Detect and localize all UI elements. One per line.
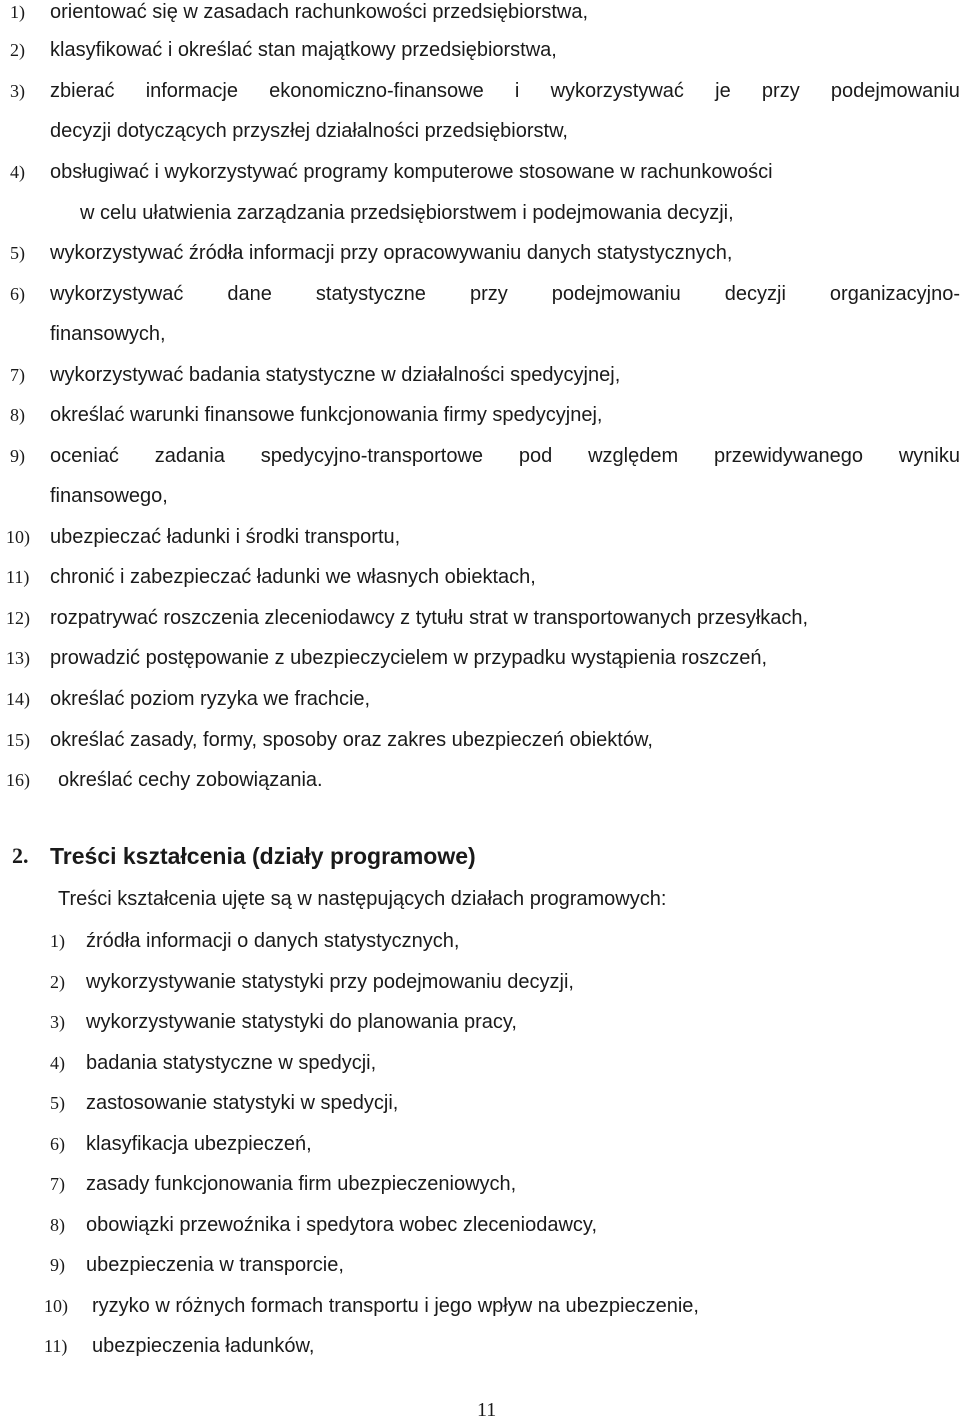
list-item-text: zasady funkcjonowania firm ubezpieczeniowych,	[86, 1173, 517, 1195]
list-item-text: ubezpieczać ładunki i środki transportu,	[50, 526, 401, 548]
list-item-number: 7)	[10, 365, 25, 385]
list-item-text: orientować się w zasadach rachunkowości przedsiębiorstwa,	[50, 1, 589, 23]
list-item-text: wykorzystywać badania statystyczne w działalności spedycyjnej,	[50, 364, 621, 386]
word: i	[514, 80, 520, 102]
list-item-number: 10)	[44, 1296, 68, 1316]
list-item-number: 2)	[10, 40, 25, 60]
word: zbierać	[50, 80, 115, 102]
word: zadania	[154, 445, 225, 467]
list-item-text: ubezpieczenia w transporcie,	[86, 1254, 344, 1276]
list-item-text: prowadzić postępowanie z ubezpieczycielem w przypadku wystąpienia roszczeń,	[50, 647, 768, 669]
word: dane	[227, 283, 272, 305]
list-item-number: 6)	[50, 1134, 65, 1154]
word: decyzji	[724, 283, 786, 305]
list-item-text: określać poziom ryzyka we frachcie,	[50, 688, 371, 710]
list-item-text: określać zasady, formy, sposoby oraz zakres ubezpieczeń obiektów,	[50, 729, 653, 751]
word: pod	[518, 445, 553, 467]
list-item-number: 8)	[10, 405, 25, 425]
word: je	[715, 80, 731, 102]
list-item-text: rozpatrywać roszczenia zleceniodawcy z tytułu strat w transportowanych przesyłkach,	[50, 607, 809, 629]
word: przy	[469, 283, 508, 305]
section-title: Treści kształcenia (działy programowe)	[50, 843, 476, 869]
list-item-number: 8)	[50, 1215, 65, 1235]
list-item-text: określać warunki finansowe funkcjonowania firmy spedycyjnej,	[50, 404, 603, 426]
list-item-text: ryzyko w różnych formach transportu i jego wpływ na ubezpieczenie,	[92, 1295, 699, 1317]
section-number: 2.	[12, 843, 29, 868]
list-item-text	[50, 444, 960, 468]
list-item-number: 5)	[50, 1093, 65, 1113]
list-item-number: 12)	[6, 608, 30, 628]
list-item-number: 5)	[10, 243, 25, 263]
word: statystyczne	[315, 283, 426, 305]
word: informacje	[145, 80, 238, 102]
list-item-number: 1)	[10, 2, 25, 22]
list-item-number: 11)	[44, 1336, 68, 1356]
word: wykorzystywać	[550, 80, 684, 102]
word: ekonomiczno-finansowe	[269, 80, 484, 102]
word: organizacyjno-	[829, 283, 960, 305]
word: przewidywanego	[713, 445, 863, 467]
list-item-text: wykorzystywanie statystyki przy podejmowaniu decyzji,	[86, 971, 574, 993]
list-item-number: 2)	[50, 972, 65, 992]
list-item-text: określać cechy zobowiązania.	[58, 769, 323, 791]
word: podejmowaniu	[830, 80, 960, 102]
list-item-number: 3)	[50, 1012, 65, 1032]
list-item-text: wykorzystywanie statystyki do planowania pracy,	[86, 1011, 517, 1033]
list-item-text: obsługiwać i wykorzystywać programy komputerowe stosowane w rachunkowości	[50, 161, 773, 183]
word: przy	[761, 80, 800, 102]
page-number: 11	[477, 1399, 497, 1421]
list-item-number: 7)	[50, 1174, 65, 1194]
list-item-number: 13)	[6, 648, 30, 668]
word: spedycyjno-transportowe	[260, 445, 484, 467]
list-item-number: 14)	[6, 689, 30, 709]
list-item-number: 11)	[6, 567, 30, 587]
list-item-number: 4)	[50, 1053, 65, 1073]
list-item-number: 3)	[10, 81, 25, 101]
list-item-text: klasyfikacja ubezpieczeń,	[86, 1133, 312, 1155]
list-item-number: 16)	[6, 770, 30, 790]
list-item-text: badania statystyczne w spedycji,	[86, 1052, 377, 1074]
list-item-text: obowiązki przewoźnika i spedytora wobec zleceniodawcy,	[86, 1214, 597, 1236]
list-item-text: zastosowanie statystyki w spedycji,	[86, 1092, 399, 1114]
list-item-continuation: decyzji dotyczących przyszłej działalności przedsiębiorstw,	[50, 120, 568, 142]
list-item-text	[50, 282, 960, 306]
list-item-number: 9)	[50, 1255, 65, 1275]
list-item-continuation: w celu ułatwienia zarządzania przedsiębiorstwem i podejmowania decyzji,	[80, 202, 734, 224]
word: wykorzystywać	[50, 283, 184, 305]
list-item-text: ubezpieczenia ładunków,	[92, 1335, 315, 1357]
word: względem	[588, 445, 679, 467]
list-item-number: 9)	[10, 446, 25, 466]
list-item-text: chronić i zabezpieczać ładunki we własnych obiektach,	[50, 566, 536, 588]
list-item-number: 10)	[6, 527, 30, 547]
word: wyniku	[898, 445, 960, 467]
list-item-number: 1)	[50, 931, 65, 951]
list-item-continuation: finansowego,	[50, 485, 168, 507]
list-item-text: źródła informacji o danych statystycznych,	[86, 930, 460, 952]
list-item-number: 15)	[6, 730, 30, 750]
section-intro: Treści kształcenia ujęte są w następujących działach programowych:	[58, 888, 667, 910]
list-item-number: 6)	[10, 284, 25, 304]
word: oceniać	[50, 445, 119, 467]
list-item-number: 4)	[10, 162, 25, 182]
list-item-text	[50, 79, 960, 103]
list-item-continuation: finansowych,	[50, 323, 166, 345]
list-item-text: wykorzystywać źródła informacji przy opracowywaniu danych statystycznych,	[50, 242, 733, 264]
list-item-text: klasyfikować i określać stan majątkowy przedsiębiorstwa,	[50, 39, 557, 61]
word: podejmowaniu	[551, 283, 681, 305]
